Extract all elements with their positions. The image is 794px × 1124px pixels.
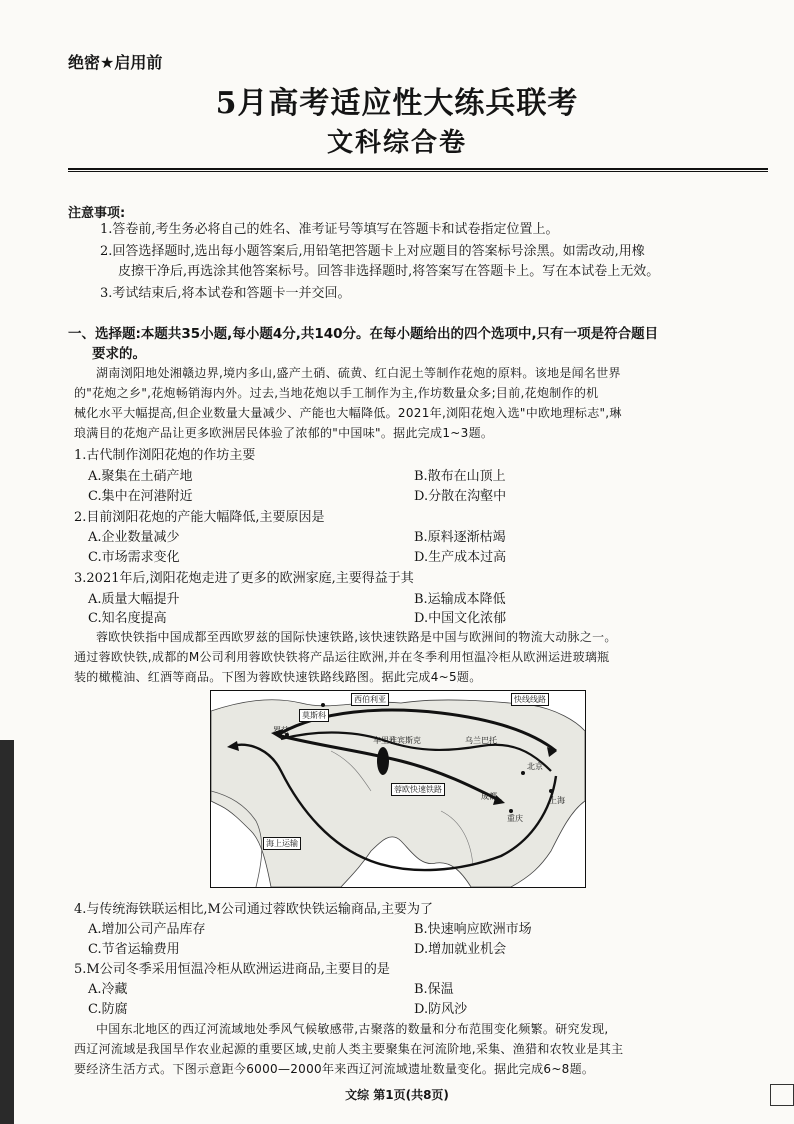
passage-line: 的"花炮之乡",花炮畅销海内外。过去,当地花炮以手工制作为主,作坊数量众多;目前,花炮制作的机 xyxy=(74,386,599,400)
option-b: B.快速响应欧洲市场 xyxy=(414,922,532,937)
option-d: D.增加就业机会 xyxy=(414,942,507,957)
passage-line: 装的橄榄油、红酒等商品。下图为蓉欧快速铁路线路图。据此完成4~5题。 xyxy=(74,670,482,684)
notice-heading: 注意事项: xyxy=(68,206,126,221)
exam-title: 5月高考适应性大练兵联考 xyxy=(215,86,579,121)
label-chengdu: 成都 xyxy=(481,792,497,801)
option-c: C.市场需求变化 xyxy=(88,550,180,565)
notice-item: 1.答卷前,考生务必将自己的姓名、准考证号等填写在答题卡和试卷指定位置上。 xyxy=(100,222,559,237)
question-stem: 3.2021年后,浏阳花炮走进了更多的欧洲家庭,主要得益于其 xyxy=(74,571,414,586)
option-b: B.运输成本降低 xyxy=(414,592,506,607)
option-c: C.防腐 xyxy=(88,1002,128,1017)
corner-mark xyxy=(770,1084,794,1106)
option-d: D.防风沙 xyxy=(414,1002,468,1017)
question-stem: 1.古代制作浏阳花炮的作坊主要 xyxy=(74,448,256,463)
option-b: B.散布在山顶上 xyxy=(414,469,506,484)
option-d: D.生产成本过高 xyxy=(414,550,507,565)
passage-line: 蓉欧快铁指中国成都至西欧罗兹的国际快速铁路,该快速铁路是中国与欧洲间的物流大动脉之一。 xyxy=(96,630,617,644)
option-d: D.分散在沟壑中 xyxy=(414,489,507,504)
option-d: D.中国文化浓郁 xyxy=(414,611,507,626)
exam-subtitle: 文科综合卷 xyxy=(326,128,467,158)
option-c: C.知名度提高 xyxy=(88,611,167,626)
label-shanghai: 上海 xyxy=(549,796,565,805)
page-footer: 文综 第1页(共8页) xyxy=(345,1088,449,1102)
question-stem: 4.与传统海铁联运相比,M公司通过蓉欧快铁运输商品,主要为了 xyxy=(74,902,433,917)
question-stem: 5.M公司冬季采用恒温冷柜从欧洲运进商品,主要目的是 xyxy=(74,962,390,977)
label-siberia: 西伯利亚 xyxy=(351,693,389,706)
label-lodz: 罗兹 xyxy=(273,726,289,735)
title-rule xyxy=(68,168,768,170)
label-chelyabinsk: 车里雅宾斯克 xyxy=(373,736,421,745)
notice-item: 3.考试结束后,将本试卷和答题卡一并交回。 xyxy=(100,286,351,301)
title-rule-thin xyxy=(68,171,768,172)
option-a: A.增加公司产品库存 xyxy=(88,922,206,937)
passage-line: 琅满目的花炮产品让更多欧洲居民体验了浓郁的"中国味"。据此完成1~3题。 xyxy=(74,426,494,440)
option-b: B.保温 xyxy=(414,982,454,997)
legend-rail: 快线线路 xyxy=(511,693,549,706)
label-moscow: 莫斯科 xyxy=(299,709,329,722)
option-a: A.聚集在土硝产地 xyxy=(88,469,193,484)
confidential-mark: 绝密★启用前 xyxy=(68,53,163,72)
label-beijing: 北京 xyxy=(527,762,543,771)
option-c: C.节省运输费用 xyxy=(88,942,180,957)
option-c: C.集中在河港附近 xyxy=(88,489,193,504)
passage-line: 西辽河流域是我国旱作农业起源的重要区域,史前人类主要聚集在河流阶地,采集、渔猎和农牧业是其主 xyxy=(74,1042,624,1056)
section-heading: 一、选择题:本题共35小题,每小题4分,共140分。在每小题给出的四个选项中,只有一项是符合题目 xyxy=(68,326,659,342)
notice-item-cont: 皮擦干净后,再选涂其他答案标号。回答非选择题时,将答案写在答题卡上。写在本试卷上无效。 xyxy=(118,264,660,279)
label-ulan-bator: 乌兰巴托 xyxy=(465,736,497,745)
passage-line: 通过蓉欧快铁,成都的M公司利用蓉欧快铁将产品运往欧洲,并在冬季利用恒温冷柜从欧洲运进玻璃瓶 xyxy=(74,650,610,664)
passage-line: 湖南浏阳地处湘赣边界,境内多山,盛产土硝、硫黄、红白泥土等制作花炮的原料。该地是闻名世界 xyxy=(96,366,621,380)
option-a: A.冷藏 xyxy=(88,982,128,997)
rail-route-map xyxy=(210,690,586,888)
option-a: A.企业数量减少 xyxy=(88,530,180,545)
caspian-sea xyxy=(377,747,389,775)
label-chongqing: 重庆 xyxy=(507,814,523,823)
option-b: B.原料逐渐枯竭 xyxy=(414,530,506,545)
passage-line: 中国东北地区的西辽河流域地处季风气候敏感带,古聚落的数量和分布范围变化频繁。研究发现, xyxy=(96,1022,609,1036)
passage-line: 要经济生活方式。下图示意距今6000—2000年来西辽河流域遗址数量变化。据此完成6~8题。 xyxy=(74,1062,595,1076)
option-a: A.质量大幅提升 xyxy=(88,592,180,607)
notice-item: 2.回答选择题时,选出每小题答案后,用铅笔把答题卡上对应题目的答案标号涂黑。如需改动,用橡 xyxy=(100,244,645,259)
passage-line: 械化水平大幅提高,但企业数量大量减少、产能也大幅降低。2021年,浏阳花炮入选"中欧地理标志",琳 xyxy=(74,406,622,420)
section-heading-cont: 要求的。 xyxy=(92,346,146,362)
question-stem: 2.目前浏阳花炮的产能大幅降低,主要原因是 xyxy=(74,510,325,525)
scan-edge-shadow xyxy=(0,740,14,1124)
label-sea-transport: 海上运输 xyxy=(263,837,301,850)
label-rongou-rail: 蓉欧快速铁路 xyxy=(391,783,445,796)
